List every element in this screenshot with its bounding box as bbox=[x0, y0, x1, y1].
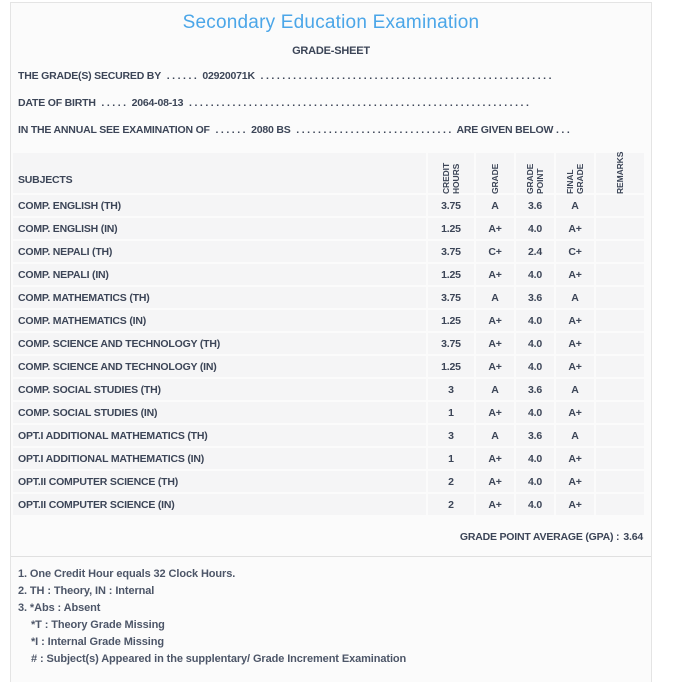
final-grade-cell: A bbox=[556, 195, 594, 216]
credit-hours-cell: 2 bbox=[428, 471, 474, 492]
credit-hours-cell: 3 bbox=[428, 379, 474, 400]
grade-point-cell: 4.0 bbox=[516, 218, 554, 239]
table-row bbox=[13, 494, 644, 515]
grade-point-cell: 3.6 bbox=[516, 425, 554, 446]
examination-year-line bbox=[18, 124, 644, 136]
subject-cell: COMP. ENGLISH (TH) bbox=[13, 195, 426, 216]
table-row bbox=[13, 195, 644, 216]
grade-point-cell: 4.0 bbox=[516, 333, 554, 354]
grades-table-wrapper bbox=[11, 151, 646, 517]
table-row bbox=[13, 356, 644, 377]
credit-hours-cell: 3.75 bbox=[428, 241, 474, 262]
date-of-birth-label: DATE OF BIRTH bbox=[18, 97, 96, 109]
remarks-cell bbox=[596, 333, 644, 354]
grade-cell: A bbox=[476, 425, 514, 446]
grade-point-cell: 3.6 bbox=[516, 195, 554, 216]
grade-cell: A+ bbox=[476, 448, 514, 469]
remarks-cell bbox=[596, 402, 644, 423]
final-grade-cell: A+ bbox=[556, 448, 594, 469]
grade-cell: A+ bbox=[476, 471, 514, 492]
grade-cell: A+ bbox=[476, 218, 514, 239]
final-grade-cell: A+ bbox=[556, 333, 594, 354]
remarks-cell bbox=[596, 494, 644, 515]
column-header-final-grade: FINAL GRADE bbox=[556, 153, 594, 193]
credit-hours-cell: 3.75 bbox=[428, 333, 474, 354]
footnote-item: 3. *Abs : Absent bbox=[18, 602, 101, 614]
final-grade-cell: C+ bbox=[556, 241, 594, 262]
grade-cell: C+ bbox=[476, 241, 514, 262]
remarks-cell bbox=[596, 241, 644, 262]
final-grade-cell: A+ bbox=[556, 356, 594, 377]
final-grade-cell: A+ bbox=[556, 471, 594, 492]
dot-leader: . . . . . . . . . . . . . . . . . . . . . . . . . . . . . bbox=[296, 124, 452, 136]
secured-by-line bbox=[18, 70, 644, 82]
grade-cell: A bbox=[476, 195, 514, 216]
grade-cell: A+ bbox=[476, 310, 514, 331]
column-header-remarks: REMARKS bbox=[596, 153, 644, 193]
credit-hours-cell: 3 bbox=[428, 425, 474, 446]
table-row bbox=[13, 333, 644, 354]
subject-cell: OPT.I ADDITIONAL MATHEMATICS (TH) bbox=[13, 425, 426, 446]
grade-cell: A+ bbox=[476, 356, 514, 377]
grade-cell: A+ bbox=[476, 333, 514, 354]
grade-sheet-page bbox=[10, 2, 652, 682]
column-header-grade: GRADE bbox=[476, 153, 514, 193]
remarks-cell bbox=[596, 356, 644, 377]
final-grade-cell: A+ bbox=[556, 402, 594, 423]
examination-year-value: 2080 BS bbox=[251, 124, 291, 136]
are-given-below-label: ARE GIVEN BELOW . . . bbox=[456, 124, 570, 136]
grade-point-cell: 4.0 bbox=[516, 356, 554, 377]
dot-leader: . . . . . bbox=[101, 97, 126, 109]
table-row bbox=[13, 471, 644, 492]
table-row bbox=[13, 287, 644, 308]
credit-hours-cell: 3.75 bbox=[428, 195, 474, 216]
final-grade-cell: A+ bbox=[556, 310, 594, 331]
gpa-value: 3.64 bbox=[623, 531, 643, 543]
footnotes bbox=[11, 557, 651, 668]
credit-hours-cell: 1.25 bbox=[428, 264, 474, 285]
table-row bbox=[13, 241, 644, 262]
table-row bbox=[13, 218, 644, 239]
table-header-row bbox=[13, 153, 644, 193]
column-header-credit-hours: CREDIT HOURS bbox=[428, 153, 474, 193]
grade-point-cell: 4.0 bbox=[516, 310, 554, 331]
final-grade-cell: A+ bbox=[556, 218, 594, 239]
remarks-cell bbox=[596, 471, 644, 492]
examination-label: IN THE ANNUAL SEE EXAMINATION OF bbox=[18, 124, 210, 136]
grade-point-cell: 4.0 bbox=[516, 402, 554, 423]
grade-cell: A bbox=[476, 287, 514, 308]
subject-cell: OPT.II COMPUTER SCIENCE (TH) bbox=[13, 471, 426, 492]
footnote-item: 2. TH : Theory, IN : Internal bbox=[18, 585, 155, 597]
grade-sheet-heading: GRADE-SHEET bbox=[292, 45, 370, 57]
grade-cell: A+ bbox=[476, 264, 514, 285]
credit-hours-cell: 1.25 bbox=[428, 310, 474, 331]
remarks-cell bbox=[596, 379, 644, 400]
subject-cell: COMP. MATHEMATICS (TH) bbox=[13, 287, 426, 308]
subject-cell: COMP. SCIENCE AND TECHNOLOGY (TH) bbox=[13, 333, 426, 354]
subject-cell: COMP. MATHEMATICS (IN) bbox=[13, 310, 426, 331]
grade-point-cell: 4.0 bbox=[516, 448, 554, 469]
final-grade-cell: A bbox=[556, 287, 594, 308]
final-grade-cell: A+ bbox=[556, 494, 594, 515]
secured-by-label: THE GRADE(S) SECURED BY bbox=[18, 70, 161, 82]
final-grade-cell: A bbox=[556, 425, 594, 446]
subject-cell: COMP. NEPALI (TH) bbox=[13, 241, 426, 262]
credit-hours-cell: 1 bbox=[428, 448, 474, 469]
table-row bbox=[13, 310, 644, 331]
subject-cell: OPT.I ADDITIONAL MATHEMATICS (IN) bbox=[13, 448, 426, 469]
remarks-cell bbox=[596, 195, 644, 216]
remarks-cell bbox=[596, 310, 644, 331]
gpa-summary bbox=[11, 518, 651, 557]
grade-point-cell: 2.4 bbox=[516, 241, 554, 262]
footnote-item: *T : Theory Grade Missing bbox=[31, 619, 165, 631]
grade-point-cell: 4.0 bbox=[516, 494, 554, 515]
remarks-cell bbox=[596, 448, 644, 469]
subject-cell: COMP. SOCIAL STUDIES (IN) bbox=[13, 402, 426, 423]
page-title: Secondary Education Examination bbox=[182, 12, 480, 33]
grade-cell: A+ bbox=[476, 494, 514, 515]
column-header-grade-point: GRADE POINT bbox=[516, 153, 554, 193]
dot-leader: . . . . . . . . . . . . . . . . . . . . . . . . . . . . . . . . . . . . . . . . . . . . . . . . . . . . . . . . . . . . . . . bbox=[189, 97, 529, 109]
table-row bbox=[13, 264, 644, 285]
grade-point-cell: 4.0 bbox=[516, 264, 554, 285]
subject-cell: COMP. SCIENCE AND TECHNOLOGY (IN) bbox=[13, 356, 426, 377]
grades-table bbox=[11, 151, 646, 517]
candidate-info bbox=[18, 70, 644, 136]
final-grade-cell: A+ bbox=[556, 264, 594, 285]
credit-hours-cell: 3.75 bbox=[428, 287, 474, 308]
remarks-cell bbox=[596, 425, 644, 446]
grade-cell: A bbox=[476, 379, 514, 400]
grade-point-cell: 3.6 bbox=[516, 287, 554, 308]
dot-leader: . . . . . . . . . . . . . . . . . . . . . . . . . . . . . . . . . . . . . . . . . . . . . . . . . . . . . . bbox=[260, 70, 552, 82]
table-row bbox=[13, 402, 644, 423]
credit-hours-cell: 2 bbox=[428, 494, 474, 515]
final-grade-cell: A bbox=[556, 379, 594, 400]
subject-cell: COMP. NEPALI (IN) bbox=[13, 264, 426, 285]
dot-leader: . . . . . . bbox=[215, 124, 246, 136]
remarks-cell bbox=[596, 264, 644, 285]
footnote-item: *I : Internal Grade Missing bbox=[31, 636, 164, 648]
subject-cell: COMP. SOCIAL STUDIES (TH) bbox=[13, 379, 426, 400]
credit-hours-cell: 1.25 bbox=[428, 356, 474, 377]
table-row bbox=[13, 425, 644, 446]
table-row bbox=[13, 379, 644, 400]
credit-hours-cell: 1 bbox=[428, 402, 474, 423]
remarks-cell bbox=[596, 218, 644, 239]
gpa-label: GRADE POINT AVERAGE (GPA) : bbox=[459, 531, 620, 543]
table-row bbox=[13, 448, 644, 469]
grade-cell: A+ bbox=[476, 402, 514, 423]
subject-cell: OPT.II COMPUTER SCIENCE (IN) bbox=[13, 494, 426, 515]
grade-point-cell: 3.6 bbox=[516, 379, 554, 400]
subject-cell: COMP. ENGLISH (IN) bbox=[13, 218, 426, 239]
remarks-cell bbox=[596, 287, 644, 308]
column-header-subjects: SUBJECTS bbox=[13, 153, 426, 193]
date-of-birth-value: 2064-08-13 bbox=[131, 97, 184, 109]
grade-point-cell: 4.0 bbox=[516, 471, 554, 492]
date-of-birth-line bbox=[18, 97, 644, 109]
credit-hours-cell: 1.25 bbox=[428, 218, 474, 239]
footnote-item: # : Subject(s) Appeared in the supplentary/ Grade Increment Examination bbox=[31, 653, 407, 665]
symbol-number-value: 02920071K bbox=[202, 70, 255, 82]
footnote-item: 1. One Credit Hour equals 32 Clock Hours. bbox=[18, 568, 236, 580]
dot-leader: . . . . . . bbox=[166, 70, 197, 82]
